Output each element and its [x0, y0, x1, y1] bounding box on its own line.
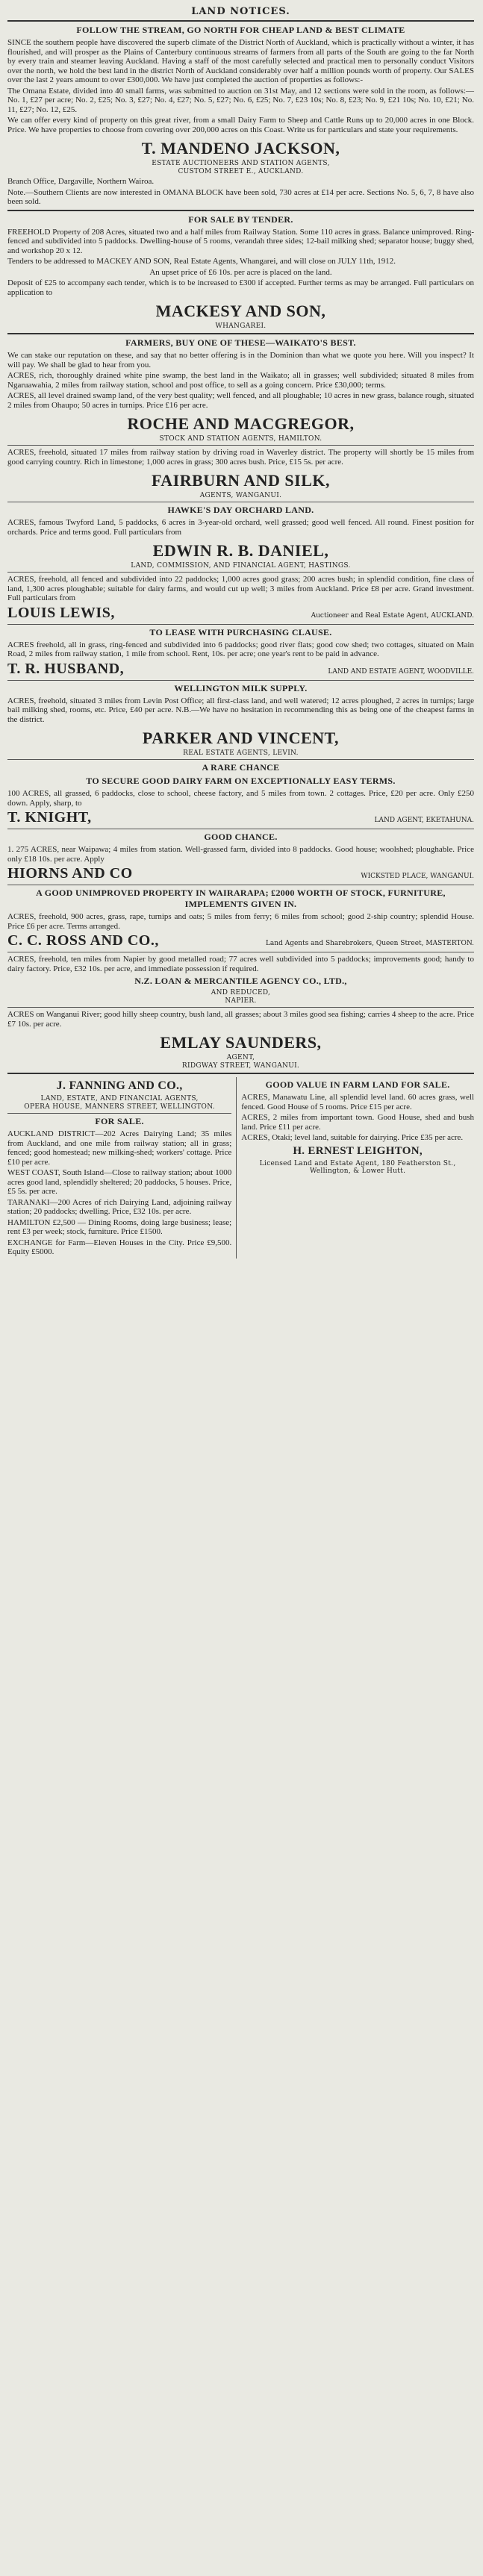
- listing-exchange: EXCHANGE for Farm—Eleven Houses in the City. Price £9,500. Equity £5000.: [7, 1238, 232, 1256]
- ad-body: SINCE the southern people have discovered the superb climate of the District North of Auckland, which is practically without a winter, it has flourished, and will prosper as the Plains of Canterbury continuous streams of farmers from all parts of the South are going to the far North by every train and steamer leaving Auckland. Having a staff of the most carefully selected and practical men to personally conduct Visitors over the north, we hold the best land in the district North of Auckland considerably over half a million pounds worth of property. Our SALES over the last 2 years amount to over £300,000. We have just completed the auction of properties as follows:-: [7, 38, 474, 84]
- divider: [7, 680, 474, 681]
- agent-location: WHANGAREI.: [215, 322, 267, 330]
- agent-name: J. FANNING AND CO.,: [56, 1079, 183, 1092]
- follow-stream-ad: [7, 25, 474, 207]
- agent-name: T. R. HUSBAND,: [7, 660, 125, 677]
- agent-name: LOUIS LEWIS,: [7, 604, 115, 621]
- listing-100: 100 ACRES, all grassed, 6 paddocks, close to school, cheese factory, and 5 miles from town. 2 cottages. Price, £20 per acre. Only £250 down. Apply, sharp, to: [7, 789, 474, 808]
- agent-title: REAL ESTATE AGENTS, LEVIN.: [183, 749, 299, 757]
- listing-317: ACRES freehold, all in grass, ring-fenced and subdivided into 6 paddocks; good river flats; good cow shed; two cottages, situated on Main Road, 2 miles from railway station, 1 mile from school. Rent, 10s. per acre; one year's rent to be paid in advance.: [7, 640, 474, 658]
- listing-33: ACRES, famous Twyford Land, 5 paddocks, 6 acres in 3-year-old orchard, well grassed; good well fenced. All round. Finest position for orchards. Price and terms good. Full particulars from: [7, 518, 474, 537]
- ad-heading: TO LEASE WITH PURCHASING CLAUSE.: [149, 626, 332, 637]
- agent-sub: AGENT,: [226, 1054, 255, 1061]
- ad-heading: FOR SALE BY TENDER.: [188, 213, 293, 225]
- divider: [7, 20, 474, 22]
- divider: [7, 624, 474, 625]
- listing-275: 1. 275 ACRES, near Waipawa; 4 miles from station. Well-grassed farm, divided into 8 paddocks. Good house; woolshed; ploughable. Price only £18 10s. per acre. Apply: [7, 845, 474, 864]
- bottom-columns: [7, 1077, 474, 1259]
- listing-1593: ACRES, freehold, all fenced and subdivided into 22 paddocks; 1,000 acres good grass; 200 acres bush; in splendid condition, fine class of land, 1,300 acres ploughable; suitable for dairy farms, and would cut up well; 3 miles from Auckland. Price £8 per acre. Grand investment. Full particulars from: [7, 575, 474, 602]
- agent-name: T. KNIGHT,: [7, 809, 92, 826]
- ad-tenders: Tenders to be addressed to MACKEY AND SON, Real Estate Agents, Whangarei, and will close on JULY 11th, 1912.: [7, 257, 396, 266]
- listing-150: ACRES, all level drained swamp land, of the very best quality; well fenced, and all ploughable; 10 acres in new grass, balance rough, situated 2 miles from Ohaupo; 50 acres in turnips. Price £16 per acre.: [7, 391, 474, 410]
- ross-ad: [7, 888, 474, 1005]
- ad-heading: GOOD CHANCE.: [204, 832, 278, 842]
- section-masthead: LAND NOTICES.: [191, 6, 290, 17]
- agent-address: CUSTOM STREET E., AUCKLAND.: [178, 168, 304, 175]
- agent-name: EMLAY SAUNDERS,: [160, 1033, 322, 1052]
- listing-100-napier: ACRES, freehold, ten miles from Napier by good metalled road; 77 acres well subdivided into 5 paddocks; improvements good; handy to dairy factory. Price, £32 10s. per acre, and immediate possession if required.: [7, 955, 474, 973]
- agent-line: [7, 932, 474, 949]
- sale-heading: FOR SALE.: [95, 1116, 144, 1126]
- ad-subheading: TO SECURE GOOD DAIRY FARM ON EXCEPTIONALLY EASY TERMS.: [86, 776, 396, 786]
- listing-westcoast: WEST COAST, South Island—Close to railway station; about 1000 acres good land, splendidly sheltered; 20 paddocks, 5 houses. Price, £5 5s. per acre.: [7, 1168, 232, 1196]
- divider: [7, 445, 474, 446]
- ad-heading: GOOD VALUE IN FARM LAND FOR SALE.: [265, 1079, 450, 1090]
- ad-upset: An upset price of £6 10s. per acre is placed on the land.: [149, 267, 332, 277]
- hawkes-ad: [7, 505, 474, 570]
- agent-name: MACKESY AND SON,: [155, 302, 326, 320]
- agent-line: [7, 605, 474, 622]
- agent-note: Note.—Southern Clients are now interested in OMANA BLOCK have been sold, 730 acres at £14 per acre. Sections No. 5, 6, 7, 8 have also been sold.: [7, 187, 474, 206]
- nz-loan-loc: NAPIER.: [225, 997, 257, 1005]
- main-column: [7, 6, 474, 1259]
- agent-title: Land Agents and Sharebrokers, Queen Street, MASTERTON.: [265, 940, 474, 947]
- fairburn-ad: [7, 448, 474, 499]
- agent-title: LAND, COMMISSION, AND FINANCIAL AGENT, HASTINGS.: [131, 562, 351, 570]
- ad-intro: We can stake our reputation on these, and say that no better offering is in the Dominion than what we quote you here. Will you inspect? It will pay. We shall be glad to hear from you.: [7, 351, 474, 369]
- farmers-ad: [7, 337, 474, 443]
- ad-heading: HAWKE'S DAY ORCHARD LAND.: [167, 505, 314, 515]
- listing-150-manawatu: ACRES, Manawatu Line, all splendid level land. 60 acres grass, well fenced. Good House of 5 rooms. Price £15 per acre.: [241, 1093, 474, 1111]
- agent-role: LAND, ESTATE, AND FINANCIAL AGENTS,: [40, 1095, 199, 1103]
- ad-body: FREEHOLD Property of 208 Acres, situated two and a half miles from Railway Station. Some 110 acres in grass. Balance unimproved. Ring-fenced and subdivided into 5 paddocks. Dwelling-house of 5 rooms, verandah three sides; 12-bail milking shed; separator house; buggy shed, and workshop 20 x 12.: [7, 227, 474, 255]
- ad-heading: A GOOD UNIMPROVED PROPERTY IN WAIRARAPA; £2000 WORTH OF STOCK, FURNITURE, IMPLEMENTS GIVEN IN.: [36, 888, 446, 909]
- listing-auckland: AUCKLAND DISTRICT—202 Acres Dairying Land; 35 miles from Auckland, and one mile from railway station; all in grass; fenced; good homestead; new milking-shed; workers' cottage. Price £10 per acre.: [7, 1129, 232, 1167]
- agent-title: AGENTS, WANGANUI.: [199, 492, 282, 499]
- listing-44: ACRES, Otaki; level land, suitable for dairying. Price £35 per acre.: [241, 1133, 464, 1142]
- agent-address: OPERA HOUSE, MANNERS STREET, WELLINGTON.: [24, 1103, 215, 1111]
- listing-455: ACRES, 2 miles from important town. Good House, shed and bush land. Price £11 per acre.: [241, 1113, 474, 1132]
- agent-title: WICKSTED PLACE, WANGANUI.: [361, 873, 474, 880]
- agent-line: [7, 865, 474, 882]
- hiorns-ad: [7, 832, 474, 882]
- nz-loan-sub: AND REDUCED,: [211, 989, 271, 997]
- divider: [7, 759, 474, 760]
- agent-title: STOCK AND STATION AGENTS, HAMILTON.: [159, 435, 322, 443]
- lewis-ad: [7, 575, 474, 622]
- agent-line: [7, 809, 474, 826]
- listing-1600: ACRES on Wanganui River; good hilly sheep country, bush land, all grasses; about 3 miles good sea fishing; carries 4 sheep to the acre. Price £7 10s. per acre.: [7, 1010, 474, 1029]
- ad-heading: A RARE CHANCE: [202, 762, 280, 773]
- listing-2124: ACRES, freehold, 900 acres, grass, rape, turnips and oats; 5 miles from ferry; 6 miles from school; good 2-ship country; splendid House. Price £6 per acre. Terms arranged.: [7, 912, 474, 931]
- divider: [7, 1007, 474, 1008]
- agent-sub: Licensed Land and Estate Agent, 180 Featherston St., Wellington, & Lower Hutt.: [259, 1159, 456, 1175]
- divider: [7, 210, 474, 211]
- listing-700: ACRES, rich, thoroughly drained white pine swamp, the best land in the Waikato; all in grasses; well subdivided; situated 8 miles from Ngaruawahia, 2 miles from railway station, school and post office, to sell as a going concern. Price £30,000; terms.: [7, 371, 474, 390]
- listing-hamilton: HAMILTON £2,500 — Dining Rooms, doing large business; lease; rent £3 per week; stock, furniture. Price £1500.: [7, 1217, 232, 1236]
- agent-address: RIDGWAY STREET, WANGANUI.: [181, 1062, 300, 1070]
- listing-taranaki: TARANAKI—200 Acres of rich Dairying Land, adjoining railway station; 20 paddocks; dwelling. Price, £32 10s. per acre.: [7, 1197, 232, 1216]
- agent-name: HIORNS AND CO: [7, 865, 133, 882]
- agent-name: C. C. ROSS AND CO.,: [7, 932, 159, 949]
- agent-line: [7, 661, 474, 678]
- divider: [7, 333, 474, 334]
- agent-name: FAIRBURN AND SILK,: [151, 471, 330, 490]
- ad-lots: The Omana Estate, divided into 40 small farms, was submitted to auction on 31st May, and 12 sections were sold in the room, as follows:—No. 1, £27 per acre; No. 2, £25; No. 3, £27; No. 4, £27; No. 5, £27; No. 6, £25; No. 7, £23 10s; No. 8, £23; No. 9, £21 10s; No. 10, £21; No. 11, £27; No. 12, £25.: [7, 86, 474, 114]
- divider: [7, 1073, 474, 1074]
- listing-1400: ACRES, freehold, situated 17 miles from railway station by driving road in Waverley district. The property will shortly be 15 miles from good carrying country. Rich in limestone; 1,000 acres in grass; 300 acres bush. Price, £15 5s. per acre.: [7, 448, 474, 467]
- agent-name: PARKER AND VINCENT,: [142, 729, 340, 747]
- agent-name: EDWIN R. B. DANIEL,: [152, 541, 329, 560]
- agent-name: ROCHE AND MACGREGOR,: [127, 414, 355, 433]
- wellington-ad: [7, 683, 474, 758]
- ad-deposit: Deposit of £25 to accompany each tender, which is to be increased to £300 if accepted. Further terms as may be arranged. Full particulars on application to: [7, 278, 474, 297]
- agent-title: ESTATE AUCTIONEERS AND STATION AGENTS,: [152, 160, 330, 167]
- agent-title: LAND AND ESTATE AGENT, WOODVILLE.: [328, 667, 474, 676]
- agent-branch: Branch Office, Dargaville, Northern Wairoa.: [7, 177, 155, 186]
- ad-heading: WELLINGTON MILK SUPPLY.: [174, 682, 308, 693]
- agent-name: H. ERNEST LEIGHTON,: [293, 1144, 423, 1157]
- fanning-column: [7, 1077, 236, 1259]
- listing-94: ACRES, freehold, situated 3 miles from Levin Post Office; all first-class land, and well watered; 12 acres ploughed, 2 acres in turnips; large bail milking shed, rooms, etc. Price, £40 per acre. N.B.—We have no hesitation in recommending this as being one of the cheapest farms in the district.: [7, 696, 474, 724]
- nz-loan-heading: N.Z. LOAN & MERCANTILE AGENCY CO., LTD.,: [134, 976, 347, 986]
- ad-closing: We can offer every kind of property on this great river, from a small Dairy Farm to Sheep and Cattle Runs up to 20,000 acres in one Block. Price. We have properties to choose from covering over 200,000 acres on this Coast. Write us for particulars and state your requirements.: [7, 116, 474, 134]
- knight-ad: [7, 762, 474, 826]
- husband-ad: [7, 627, 474, 678]
- agent-title: LAND AGENT, EKETAHUNA.: [374, 817, 474, 824]
- ad-heading: FOLLOW THE STREAM, GO NORTH FOR CHEAP LAND & BEST CLIMATE: [76, 25, 405, 35]
- divider: [7, 1113, 231, 1114]
- ad-heading: FARMERS, BUY ONE OF THESE—WAIKATO'S BEST.: [125, 337, 356, 348]
- leighton-column: [236, 1077, 474, 1259]
- tender-ad: [7, 214, 474, 331]
- agent-title: Auctioneer and Real Estate Agent, AUCKLAND.: [311, 611, 474, 620]
- agent-name: T. MANDENO JACKSON,: [141, 139, 340, 158]
- divider: [7, 572, 474, 573]
- saunders-ad: [7, 1010, 474, 1070]
